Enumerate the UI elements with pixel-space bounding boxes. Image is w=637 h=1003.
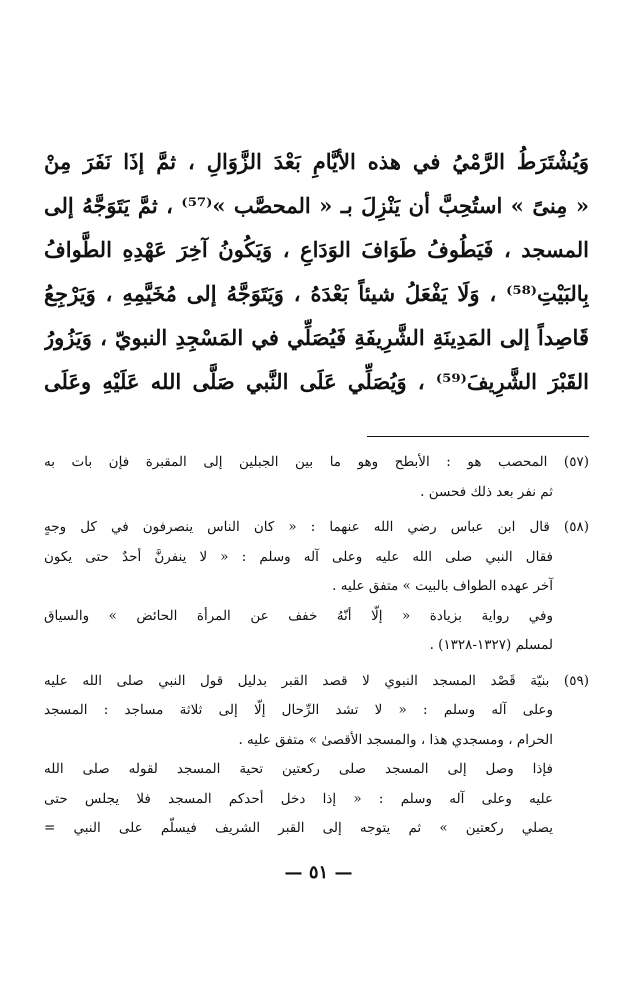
footnote-59-line: الحرام ، ومسجدي هذا ، والمسجد الأقصىٰ » متفق عليه . xyxy=(238,731,553,748)
footnote-59-line: يصلي ركعتين » ثم يتوجه إلى القبر الشريف فيسلّم على النبي = xyxy=(44,820,553,836)
footnote-58-line: فقال النبي صلى الله عليه وعلى آله وسلم : « لا ينفرنَّ أحدٌ حتى يكون xyxy=(44,548,553,565)
main-text-line: القَبْرَ الشَّرِيفَ⁽⁵⁹⁾ ، وَيُصَلِّي عَلَى النَّبي صَلَّى الله عَلَيْهِ وعَلَى xyxy=(44,369,589,394)
footnote-57-line: ثم نفر بعد ذلك فحسن . xyxy=(420,483,553,500)
footnotes-block xyxy=(44,448,589,844)
footnote-59-line: وعلى آله وسلم : « لا تشد الرِّحال إلّا إلى ثلاثة مساجد : المسجد xyxy=(44,702,553,718)
footnote-59-line: فإذا وصل إلى المسجد صلى ركعتين تحية المسجد لقوله صلى الله xyxy=(44,761,553,777)
footnote-58-line: آخر عهده الطواف بالبيت » متفق عليه . xyxy=(332,578,553,594)
main-text-line: قَاصِداً إلى المَدِينَةِ الشَّرِيفَةِ فَيُصَلِّي في المَسْجِدِ النبويّ ، وَيَزُورُ xyxy=(44,325,589,350)
main-text-line: المسجد ، فَيَطُوفُ طَوَافَ الوَدَاعِ ، وَيَكُونُ آخِرَ عَهْدِهِ الطَّوافُ xyxy=(44,237,589,262)
main-text-line: « مِنىً » استُحِبَّ أن يَنْزِلَ بـ « المحصَّب »⁽⁵⁷⁾ ، ثمَّ يَتَوَجَّهُ إلى xyxy=(44,193,589,218)
footnote-57-line: (٥٧) المحصب هو : الأبطح وهو ما بين الجبلين إلى المقبرة فإن بات به xyxy=(44,454,589,470)
main-text-block xyxy=(44,140,589,404)
page-number: — ٥١ — xyxy=(284,862,353,883)
main-text-line: وَيُشْتَرَطُ الرَّمْيُ في هذه الأيَّامِ بَعْدَ الزَّوَالِ ، ثمَّ إذَا نَفَرَ مِنْ xyxy=(44,149,589,174)
footnote-separator xyxy=(367,436,589,437)
footnote-59-line: عليه وعلى آله وسلم : « إذا دخل أحدكم المسجد فلا يجلس حتى xyxy=(44,790,553,807)
footnote-58-line: وفي رواية بزيادة « إلّا أنّهُ خفف عن المرأة الحائض » والسياق xyxy=(44,607,553,624)
footnote-59-line: (٥٩) بنيّة قَصْد المسجد النبوي لا قصد القبر بدليل قول النبي صلى الله عليه xyxy=(44,672,589,689)
main-text-line: بِالبَيْتِ⁽⁵⁸⁾ ، وَلَا يَفْعَلُ شيئاً بَعْدَهُ ، وَيَتَوَجَّهُ إلى مُخَيَّمِهِ ، وَيَرْجِعُ xyxy=(44,281,589,306)
footnote-58-line: (٥٨) قال ابن عباس رضي الله عنهما : « كان الناس ينصرفون في كل وجهٍ xyxy=(44,519,589,535)
footnote-58-line: لمسلم (١٣٢٧-١٣٢٨) . xyxy=(429,637,553,653)
